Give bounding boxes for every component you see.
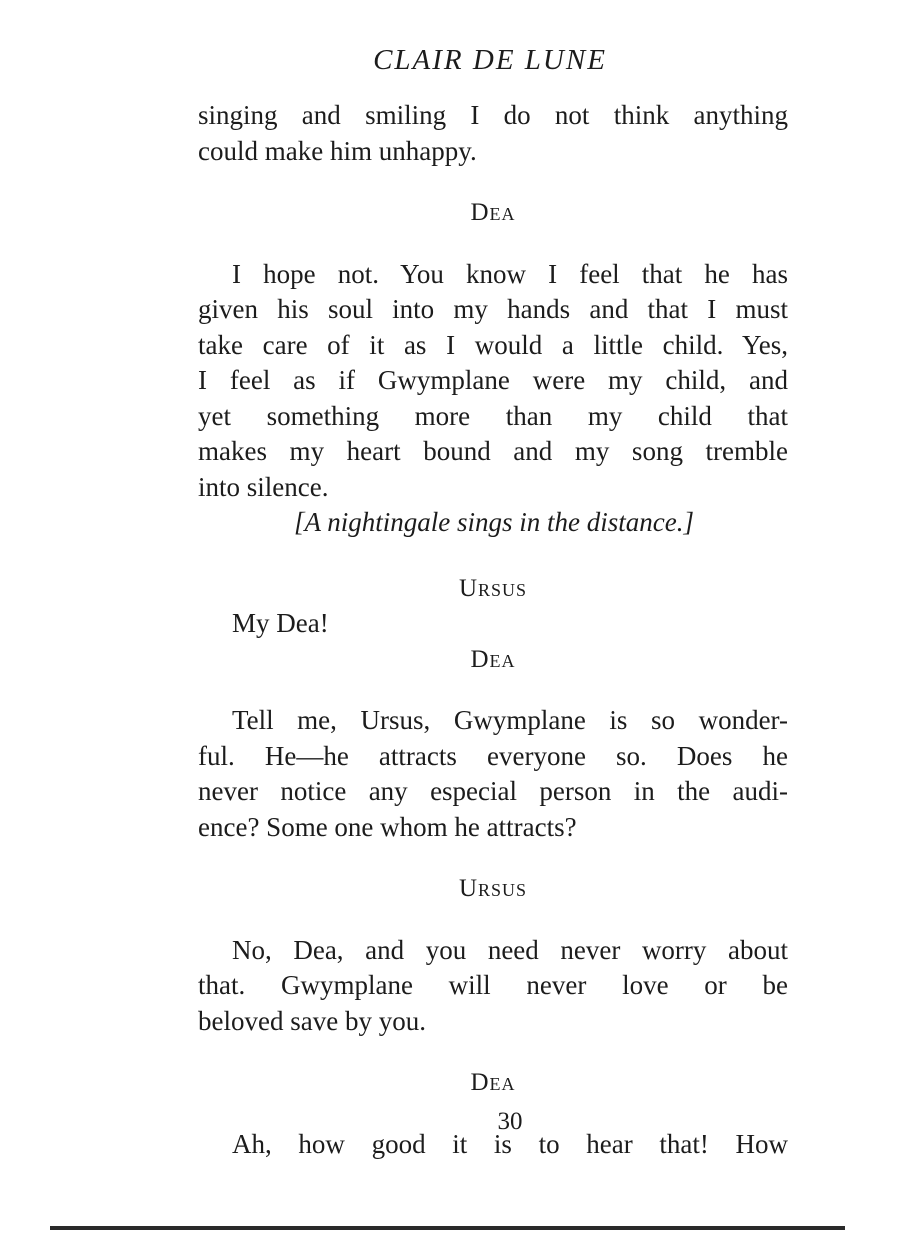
text-line: Ah, how good it is to hear that! How (232, 1128, 788, 1159)
speaker-name: Dea (470, 199, 516, 226)
spacer (198, 907, 788, 933)
speaker-name: Ursus (458, 574, 528, 602)
spacer (198, 845, 788, 871)
spacer (198, 169, 788, 195)
spacer (198, 1039, 788, 1065)
text-line: Tell me, Ursus, Gwymplane is so wonder- (232, 705, 788, 735)
scan-edge-rule (50, 1226, 845, 1230)
text-line: beloved save by you. (198, 1005, 426, 1036)
running-head: CLAIR DE LUNE (373, 44, 607, 76)
text-line: yet something more than my child that (198, 400, 788, 431)
text-line: that. Gwymplane will never love or be (198, 970, 788, 1000)
text-line: could make him unhappy. (198, 135, 477, 166)
text-line: I feel as if Gwymplane were my child, and (198, 365, 788, 395)
text-line: My Dea! (232, 608, 329, 638)
text-line: into silence. (198, 471, 329, 502)
text-line: given his soul into my hands and that I must (198, 294, 788, 324)
stage-direction: [A nightingale sings in the distance.] (294, 507, 694, 537)
text-line: makes my heart bound and my song tremble (198, 436, 788, 466)
spacer (198, 231, 788, 257)
page-body (198, 98, 788, 1162)
speaker-name: Dea (470, 1069, 516, 1096)
text-line: No, Dea, and you need never worry about (232, 934, 788, 965)
text-line: singing and smiling I do not think anything (198, 100, 788, 130)
speaker-name: Dea (470, 645, 516, 673)
text-line: ful. He—he attracts everyone so. Does he (198, 740, 788, 771)
spacer (198, 677, 788, 703)
text-line: take care of it as I would a little child. Yes, (198, 329, 788, 360)
page-number: 30 (497, 1108, 523, 1135)
text-line: I hope not. You know I feel that he has (232, 258, 788, 289)
text-line: never notice any especial person in the audi- (198, 776, 788, 806)
spacer (198, 541, 788, 571)
speaker-name: Ursus (458, 875, 528, 902)
text-line: ence? Some one whom he attracts? (198, 811, 577, 842)
